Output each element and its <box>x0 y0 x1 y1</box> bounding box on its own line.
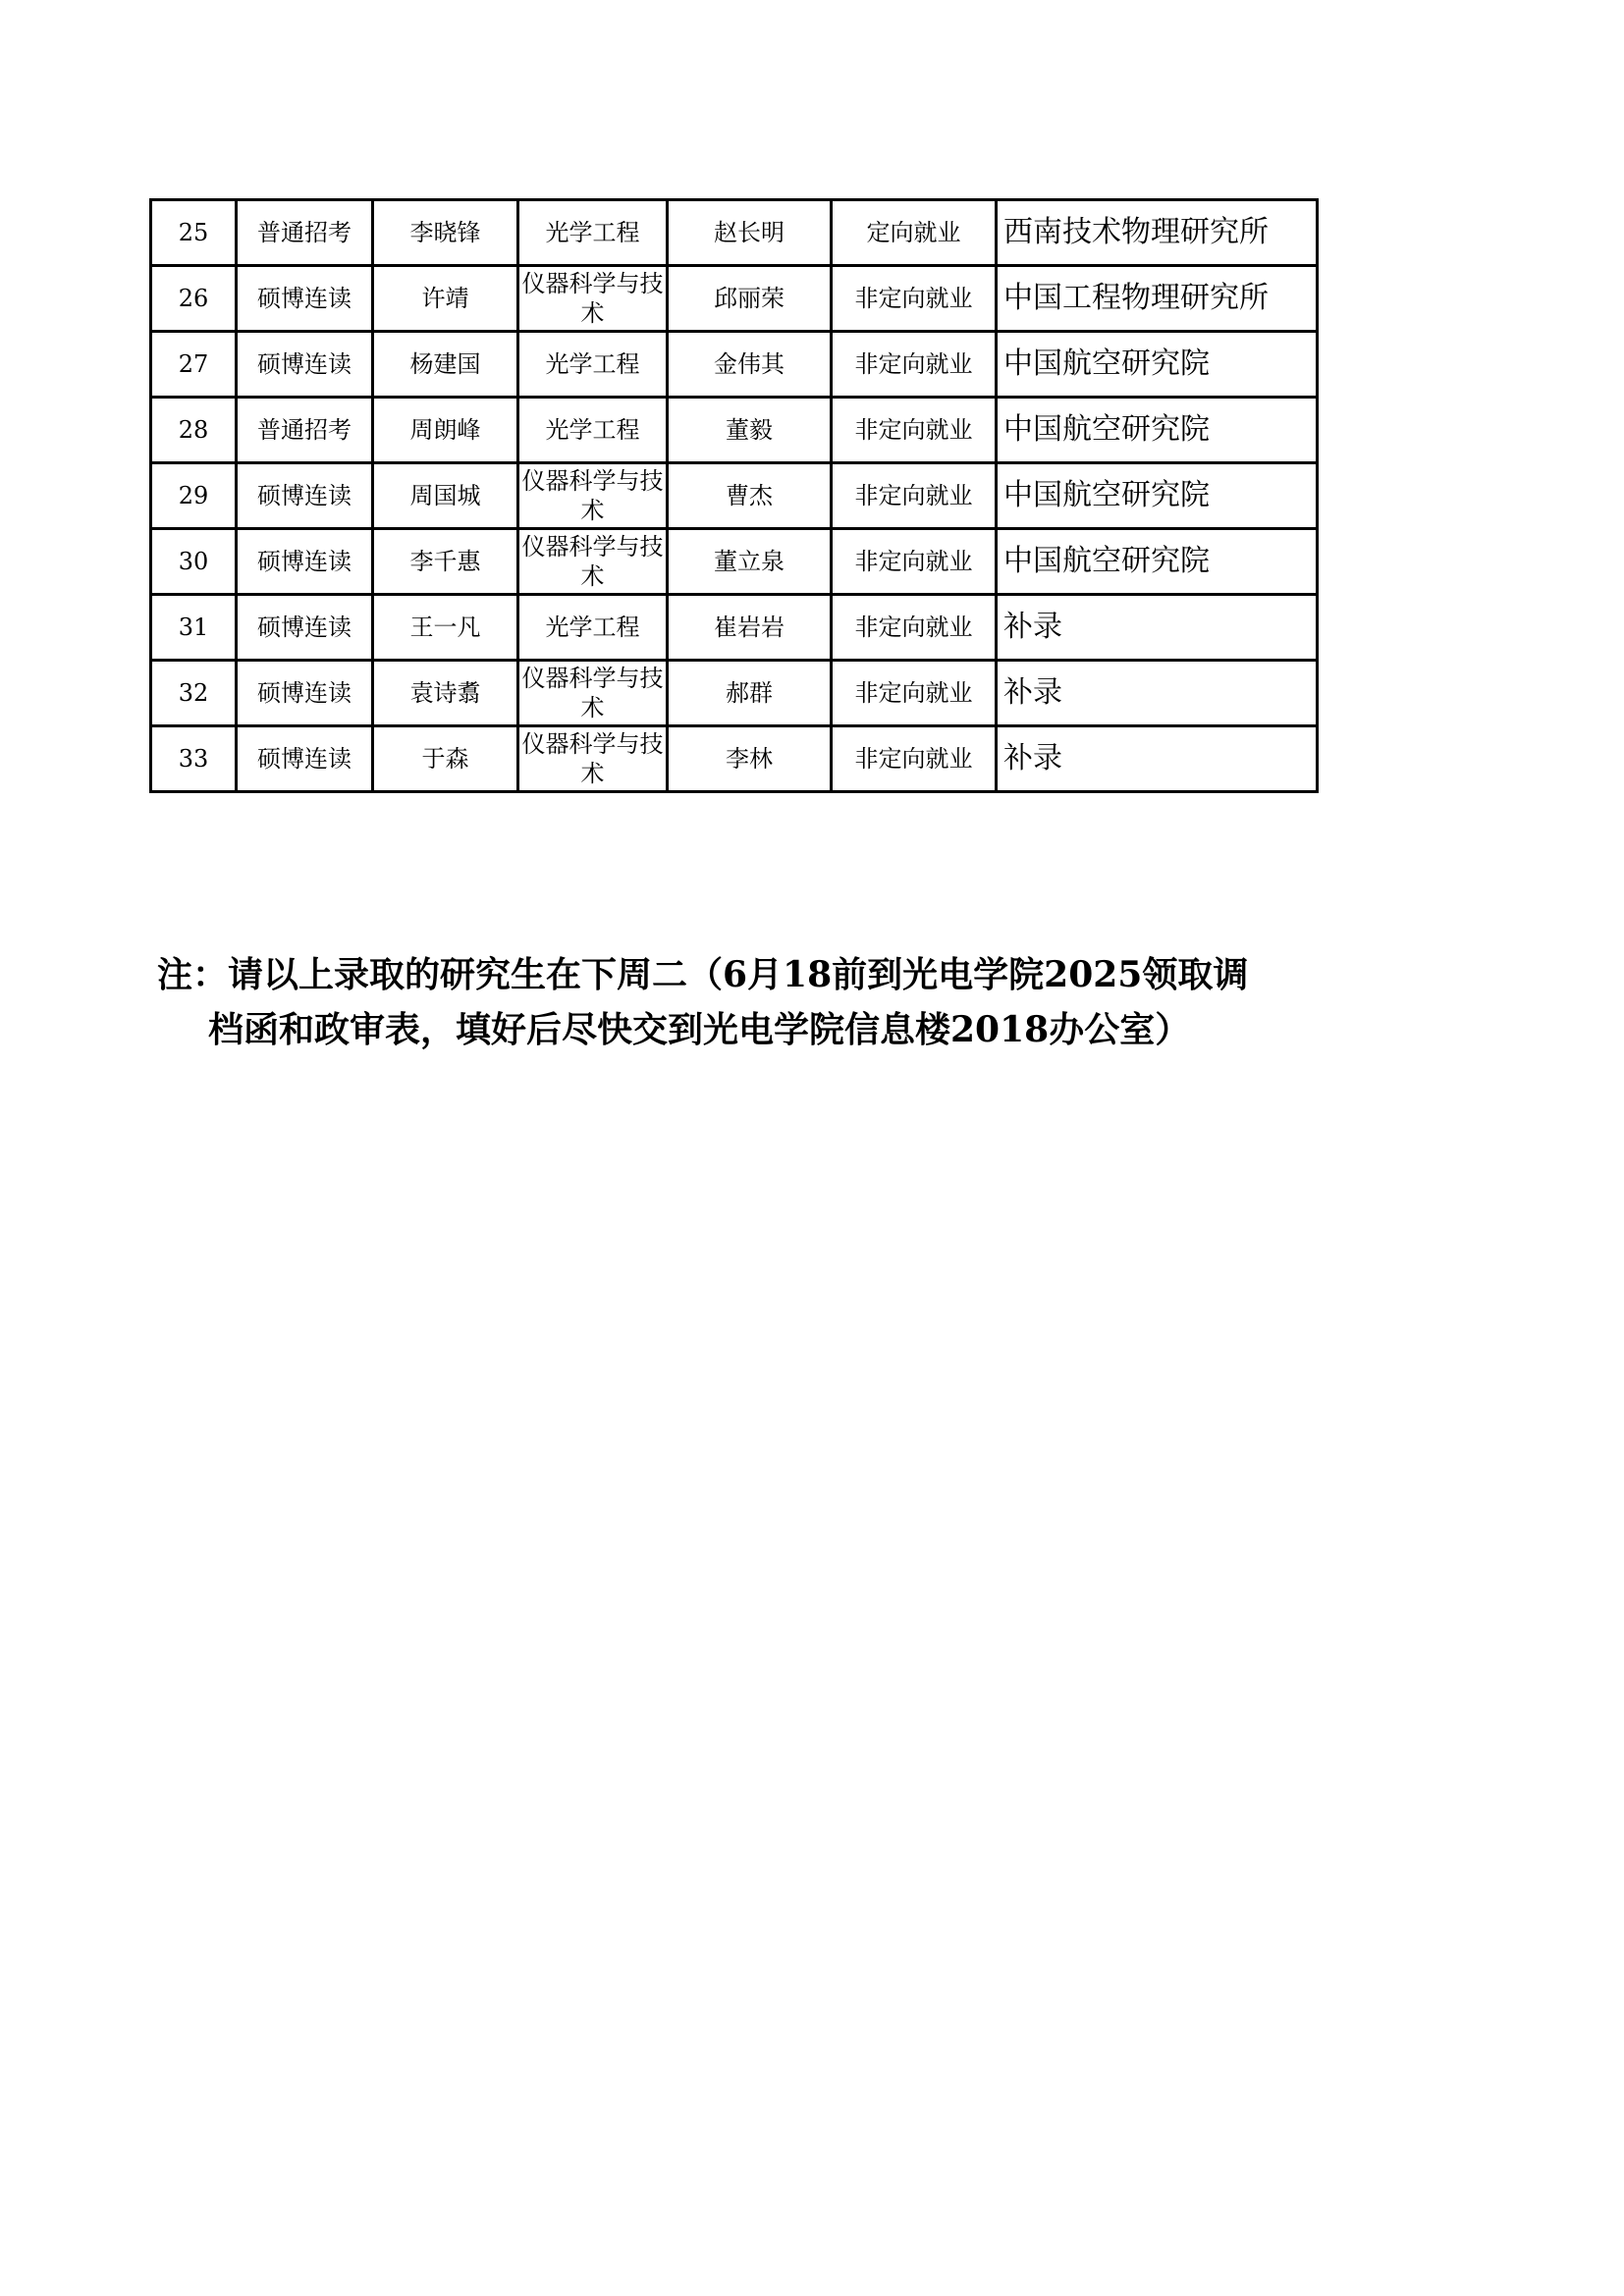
remark-cell-text: 补录 <box>1003 610 1062 644</box>
employment-type-cell <box>832 529 997 595</box>
table-row <box>151 332 1318 398</box>
employment-type-cell-text: 非定向就业 <box>854 548 973 575</box>
employment-type-cell <box>832 726 997 792</box>
admission-type-cell <box>237 200 373 266</box>
remark-cell-text: 中国航空研究院 <box>1003 478 1210 512</box>
row-number-cell <box>151 529 237 595</box>
remark-cell-text: 补录 <box>1003 675 1062 710</box>
student-name-cell-text: 周朗峰 <box>409 416 481 444</box>
major-cell-text: 光学工程 <box>545 416 640 444</box>
admission-type-cell-text: 硕博连读 <box>257 745 352 773</box>
employment-type-cell-text: 定向就业 <box>866 219 961 246</box>
row-number-cell <box>151 332 237 398</box>
student-name-cell-text: 李晓锋 <box>409 219 481 246</box>
major-cell-text: 仪器科学与技术 <box>521 467 664 524</box>
student-name-cell-text: 杨建国 <box>409 350 481 378</box>
major-cell <box>518 726 668 792</box>
major-cell-text: 仪器科学与技术 <box>521 533 664 590</box>
admission-type-cell <box>237 463 373 529</box>
major-cell <box>518 200 668 266</box>
student-name-cell-text: 袁诗翥 <box>409 679 481 707</box>
remark-cell <box>997 463 1318 529</box>
remark-cell <box>997 266 1318 332</box>
advisor-cell-text: 金伟其 <box>714 350 785 378</box>
remark-cell <box>997 595 1318 661</box>
employment-type-cell <box>832 661 997 726</box>
admission-type-cell <box>237 332 373 398</box>
major-cell-text: 光学工程 <box>545 614 640 641</box>
student-name-cell <box>373 332 518 398</box>
employment-type-cell-text: 非定向就业 <box>854 350 973 378</box>
student-name-cell <box>373 266 518 332</box>
major-cell <box>518 661 668 726</box>
major-cell <box>518 266 668 332</box>
row-number-cell-text: 29 <box>178 482 209 509</box>
admission-type-cell-text: 硕博连读 <box>257 548 352 575</box>
advisor-cell-text: 郝群 <box>726 679 773 707</box>
remark-cell-text: 中国航空研究院 <box>1003 347 1210 381</box>
student-name-cell-text: 周国城 <box>409 482 481 509</box>
remark-cell <box>997 332 1318 398</box>
row-number-cell-text: 27 <box>178 350 209 378</box>
student-name-cell <box>373 200 518 266</box>
remark-cell <box>997 726 1318 792</box>
row-number-cell-text: 33 <box>178 745 209 773</box>
note-line-2: 档函和政审表，填好后尽快交到光电学院信息楼2018办公室） <box>208 1009 1191 1050</box>
admission-type-cell-text: 硕博连读 <box>257 614 352 641</box>
employment-type-cell-text: 非定向就业 <box>854 614 973 641</box>
employment-type-cell <box>832 398 997 463</box>
student-name-cell <box>373 595 518 661</box>
row-number-cell-text: 30 <box>178 548 209 575</box>
major-cell <box>518 529 668 595</box>
employment-type-cell-text: 非定向就业 <box>854 679 973 707</box>
major-cell-text: 光学工程 <box>545 219 640 246</box>
employment-type-cell-text: 非定向就业 <box>854 745 973 773</box>
table-body <box>151 200 1318 792</box>
table-row <box>151 595 1318 661</box>
advisor-cell <box>668 398 832 463</box>
student-name-cell <box>373 463 518 529</box>
advisor-cell <box>668 726 832 792</box>
row-number-cell-text: 31 <box>178 614 209 641</box>
student-name-cell <box>373 661 518 726</box>
table-row <box>151 529 1318 595</box>
student-name-cell <box>373 726 518 792</box>
table-row <box>151 200 1318 266</box>
student-name-cell <box>373 398 518 463</box>
admission-type-cell <box>237 595 373 661</box>
remark-cell <box>997 200 1318 266</box>
admission-type-cell <box>237 398 373 463</box>
major-cell-text: 仪器科学与技术 <box>521 270 664 327</box>
major-cell-text: 仪器科学与技术 <box>521 665 664 721</box>
employment-type-cell <box>832 332 997 398</box>
remark-cell-text: 补录 <box>1003 741 1062 775</box>
advisor-cell <box>668 529 832 595</box>
advisor-cell <box>668 463 832 529</box>
admission-type-cell <box>237 726 373 792</box>
student-name-cell-text: 于森 <box>421 745 469 773</box>
admission-type-cell-text: 硕博连读 <box>257 350 352 378</box>
admission-type-cell <box>237 529 373 595</box>
remark-cell <box>997 529 1318 595</box>
remark-cell <box>997 661 1318 726</box>
advisor-cell-text: 赵长明 <box>714 219 785 246</box>
table-row <box>151 398 1318 463</box>
row-number-cell-text: 26 <box>178 285 209 312</box>
major-cell <box>518 463 668 529</box>
row-number-cell <box>151 266 237 332</box>
row-number-cell <box>151 726 237 792</box>
advisor-cell-text: 曹杰 <box>726 482 773 509</box>
student-name-cell-text: 王一凡 <box>409 614 481 641</box>
admission-type-cell <box>237 266 373 332</box>
admission-type-cell-text: 硕博连读 <box>257 285 352 312</box>
remark-cell <box>997 398 1318 463</box>
advisor-cell <box>668 332 832 398</box>
admission-type-cell <box>237 661 373 726</box>
admission-type-cell-text: 普通招考 <box>257 219 352 246</box>
row-number-cell <box>151 200 237 266</box>
row-number-cell-text: 25 <box>178 219 209 246</box>
admission-table <box>149 198 1319 793</box>
remark-cell-text: 中国航空研究院 <box>1003 412 1210 447</box>
table-row <box>151 661 1318 726</box>
table-row <box>151 463 1318 529</box>
major-cell <box>518 398 668 463</box>
employment-type-cell-text: 非定向就业 <box>854 482 973 509</box>
major-cell-text: 仪器科学与技术 <box>521 730 664 787</box>
note <box>157 947 1335 1057</box>
employment-type-cell <box>832 266 997 332</box>
advisor-cell <box>668 266 832 332</box>
advisor-cell-text: 董毅 <box>726 416 773 444</box>
advisor-cell <box>668 661 832 726</box>
employment-type-cell <box>832 595 997 661</box>
major-cell-text: 光学工程 <box>545 350 640 378</box>
admission-type-cell-text: 普通招考 <box>257 416 352 444</box>
note-line-1: 注：请以上录取的研究生在下周二（6月18前到光电学院2025领取调 <box>157 954 1249 995</box>
employment-type-cell <box>832 200 997 266</box>
advisor-cell-text: 邱丽荣 <box>714 285 785 312</box>
admission-type-cell-text: 硕博连读 <box>257 482 352 509</box>
advisor-cell <box>668 200 832 266</box>
table-row <box>151 266 1318 332</box>
row-number-cell-text: 32 <box>178 679 209 707</box>
student-name-cell-text: 许靖 <box>421 285 469 312</box>
advisor-cell <box>668 595 832 661</box>
row-number-cell <box>151 463 237 529</box>
major-cell <box>518 332 668 398</box>
admission-type-cell-text: 硕博连读 <box>257 679 352 707</box>
table-row <box>151 726 1318 792</box>
row-number-cell <box>151 595 237 661</box>
remark-cell-text: 中国工程物理研究所 <box>1003 281 1269 315</box>
advisor-cell-text: 董立泉 <box>714 548 785 575</box>
employment-type-cell-text: 非定向就业 <box>854 416 973 444</box>
advisor-cell-text: 崔岩岩 <box>714 614 785 641</box>
employment-type-cell-text: 非定向就业 <box>854 285 973 312</box>
student-name-cell-text: 李千惠 <box>409 548 481 575</box>
student-name-cell <box>373 529 518 595</box>
row-number-cell-text: 28 <box>178 416 209 444</box>
remark-cell-text: 中国航空研究院 <box>1003 544 1210 578</box>
remark-cell-text: 西南技术物理研究所 <box>1003 215 1269 249</box>
row-number-cell <box>151 398 237 463</box>
major-cell <box>518 595 668 661</box>
advisor-cell-text: 李林 <box>726 745 773 773</box>
employment-type-cell <box>832 463 997 529</box>
row-number-cell <box>151 661 237 726</box>
